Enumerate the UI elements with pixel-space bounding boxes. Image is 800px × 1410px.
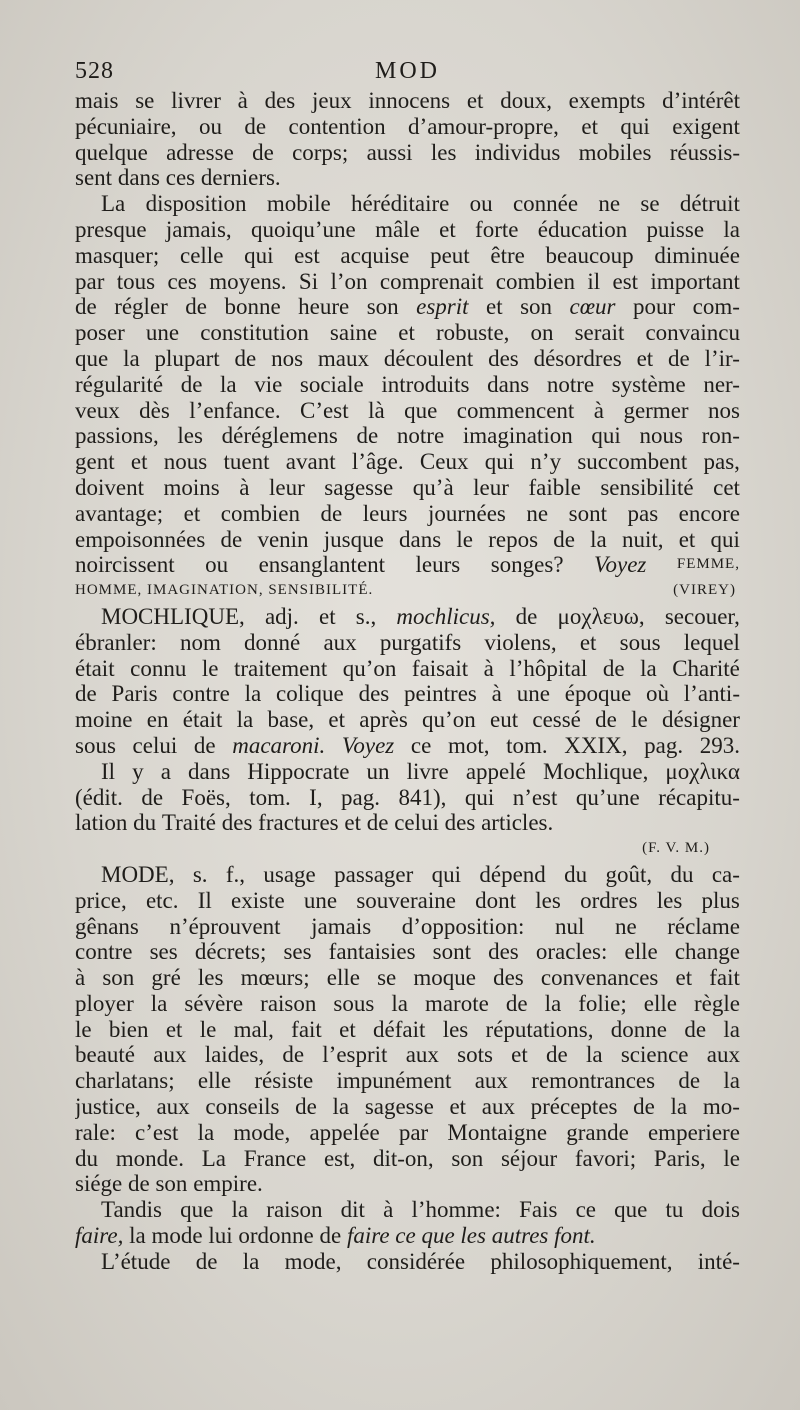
entry-mochlique [75, 604, 740, 836]
text-line: gênans n’éprouvent jamais d’opposition: nul ne réclame [75, 913, 740, 939]
cross-references-line [75, 578, 740, 604]
entry-mode [75, 862, 740, 1275]
text-line: empoisonnées de venin jusque dans le repos de la nuit, et qui [75, 526, 740, 552]
body-text [75, 88, 740, 1275]
text-line: pécuniaire, ou de contention d’amour-propre, et qui exigent [75, 113, 740, 139]
author-signature-virey: (VIREY) [673, 582, 736, 599]
page-header [75, 58, 740, 88]
text-line: rale: c’est la mode, appelée par Montaigne grande emperiere [75, 1119, 740, 1145]
text-line: Tandis que la raison dit à l’homme: Fais ce que tu dois [101, 1197, 740, 1223]
text-line: régularité de la vie sociale introduits dans notre système ner- [75, 371, 740, 397]
text-line: gent et nous tuent avant l’âge. Ceux qui n’y succombent pas, [75, 449, 740, 475]
page-number: 528 [75, 58, 114, 84]
text-line: veux dès l’enfance. C’est là que commencent à germer nos [75, 397, 740, 423]
text-line: le bien et le mal, fait et défait les réputations, donne de la [75, 1016, 740, 1042]
text-line: était connu le traitement qu’on faisait à l’hôpital de la Charité [75, 655, 740, 681]
text-line: contre ses décrets; ses fantaisies sont des oracles: elle change [75, 939, 740, 965]
text-line: price, etc. Il existe une souveraine dont les ordres les plus [75, 887, 740, 913]
text-line: lation du Traité des fractures et de celui des articles. [75, 810, 554, 836]
text-line: siége de son empire. [75, 1171, 263, 1197]
text-line: par tous ces moyens. Si l’on comprenait combien il est important [75, 268, 740, 294]
running-head: MOD [374, 58, 440, 84]
text-line: MOCHLIQUE, adj. et s., mochlicus, de μοχλευω, secouer, [101, 603, 740, 629]
text-line: L’étude de la mode, considérée philosophiquement, inté- [101, 1248, 740, 1274]
text-line: beauté aux laides, de l’esprit aux sots et de la science aux [75, 1042, 740, 1068]
text-line: du monde. La France est, dit-on, son séjour favori; Paris, le [75, 1145, 740, 1171]
text-line: mais se livrer à des jeux innocens et doux, exempts d’intérêt [75, 88, 740, 113]
text-line: charlatans; elle résiste impunément aux remontrances de la [75, 1068, 740, 1094]
text-line: noircissent ou ensanglantent leurs songes? Voyez FEMME, [75, 552, 740, 578]
text-line: ployer la sévère raison sous la marote de la folie; elle règle [75, 990, 740, 1016]
text-line: avantage; et combien de leurs journées ne sont pas encore [75, 500, 740, 526]
text-line: que la plupart de nos maux découlent des désordres et de l’ir- [75, 345, 740, 371]
text-line: moine en était la base, et après qu’on eut cessé de le désigner [75, 707, 740, 733]
text-line: de régler de bonne heure son esprit et son cœur pour com- [75, 294, 740, 320]
text-line: sous celui de macaroni. Voyez ce mot, tom. XXIX, pag. 293. [75, 732, 740, 758]
entry-mobilite-continuation [75, 88, 740, 578]
text-line: La disposition mobile héréditaire ou connée ne se détruit [101, 191, 740, 217]
text-line: poser une constitution saine et robuste, on serait convaincu [75, 320, 740, 346]
text-line: sent dans ces derniers. [75, 165, 281, 191]
text-line: Il y a dans Hippocrate un livre appelé Mochlique, μοχλικα [101, 758, 740, 784]
text-line: de Paris contre la colique des peintres à une époque où l’anti- [75, 681, 740, 707]
author-signature-fvm: (F. V. M.) [642, 840, 710, 857]
text-line: doivent moins à leur sagesse qu’à leur faible sensibilité cet [75, 474, 740, 500]
text-line: à son gré les mœurs; elle se moque des convenances et fait [75, 965, 740, 991]
cross-references: HOMME, IMAGINATION, SENSIBILITÉ. [75, 582, 374, 599]
text-line: passions, les déréglemens de notre imagination qui nous ron- [75, 423, 740, 449]
text-line: MODE, s. f., usage passager qui dépend du goût, du ca- [101, 861, 740, 887]
text-line: masquer; celle qui est acquise peut être beaucoup diminuée [75, 242, 740, 268]
text-line: (édit. de Foës, tom. I, pag. 841), qui n’est qu’une récapitu- [75, 784, 740, 810]
text-line: faire, la mode lui ordonne de faire ce que les autres font. [75, 1223, 596, 1249]
text-line: presque jamais, quoiqu’une mâle et forte éducation puisse la [75, 216, 740, 242]
text-line: ébranler: nom donné aux purgatifs violens, et sous lequel [75, 629, 740, 655]
text-line: justice, aux conseils de la sagesse et aux préceptes de la mo- [75, 1094, 740, 1120]
text-line: quelque adresse de corps; aussi les individus mobiles réussis- [75, 139, 740, 165]
